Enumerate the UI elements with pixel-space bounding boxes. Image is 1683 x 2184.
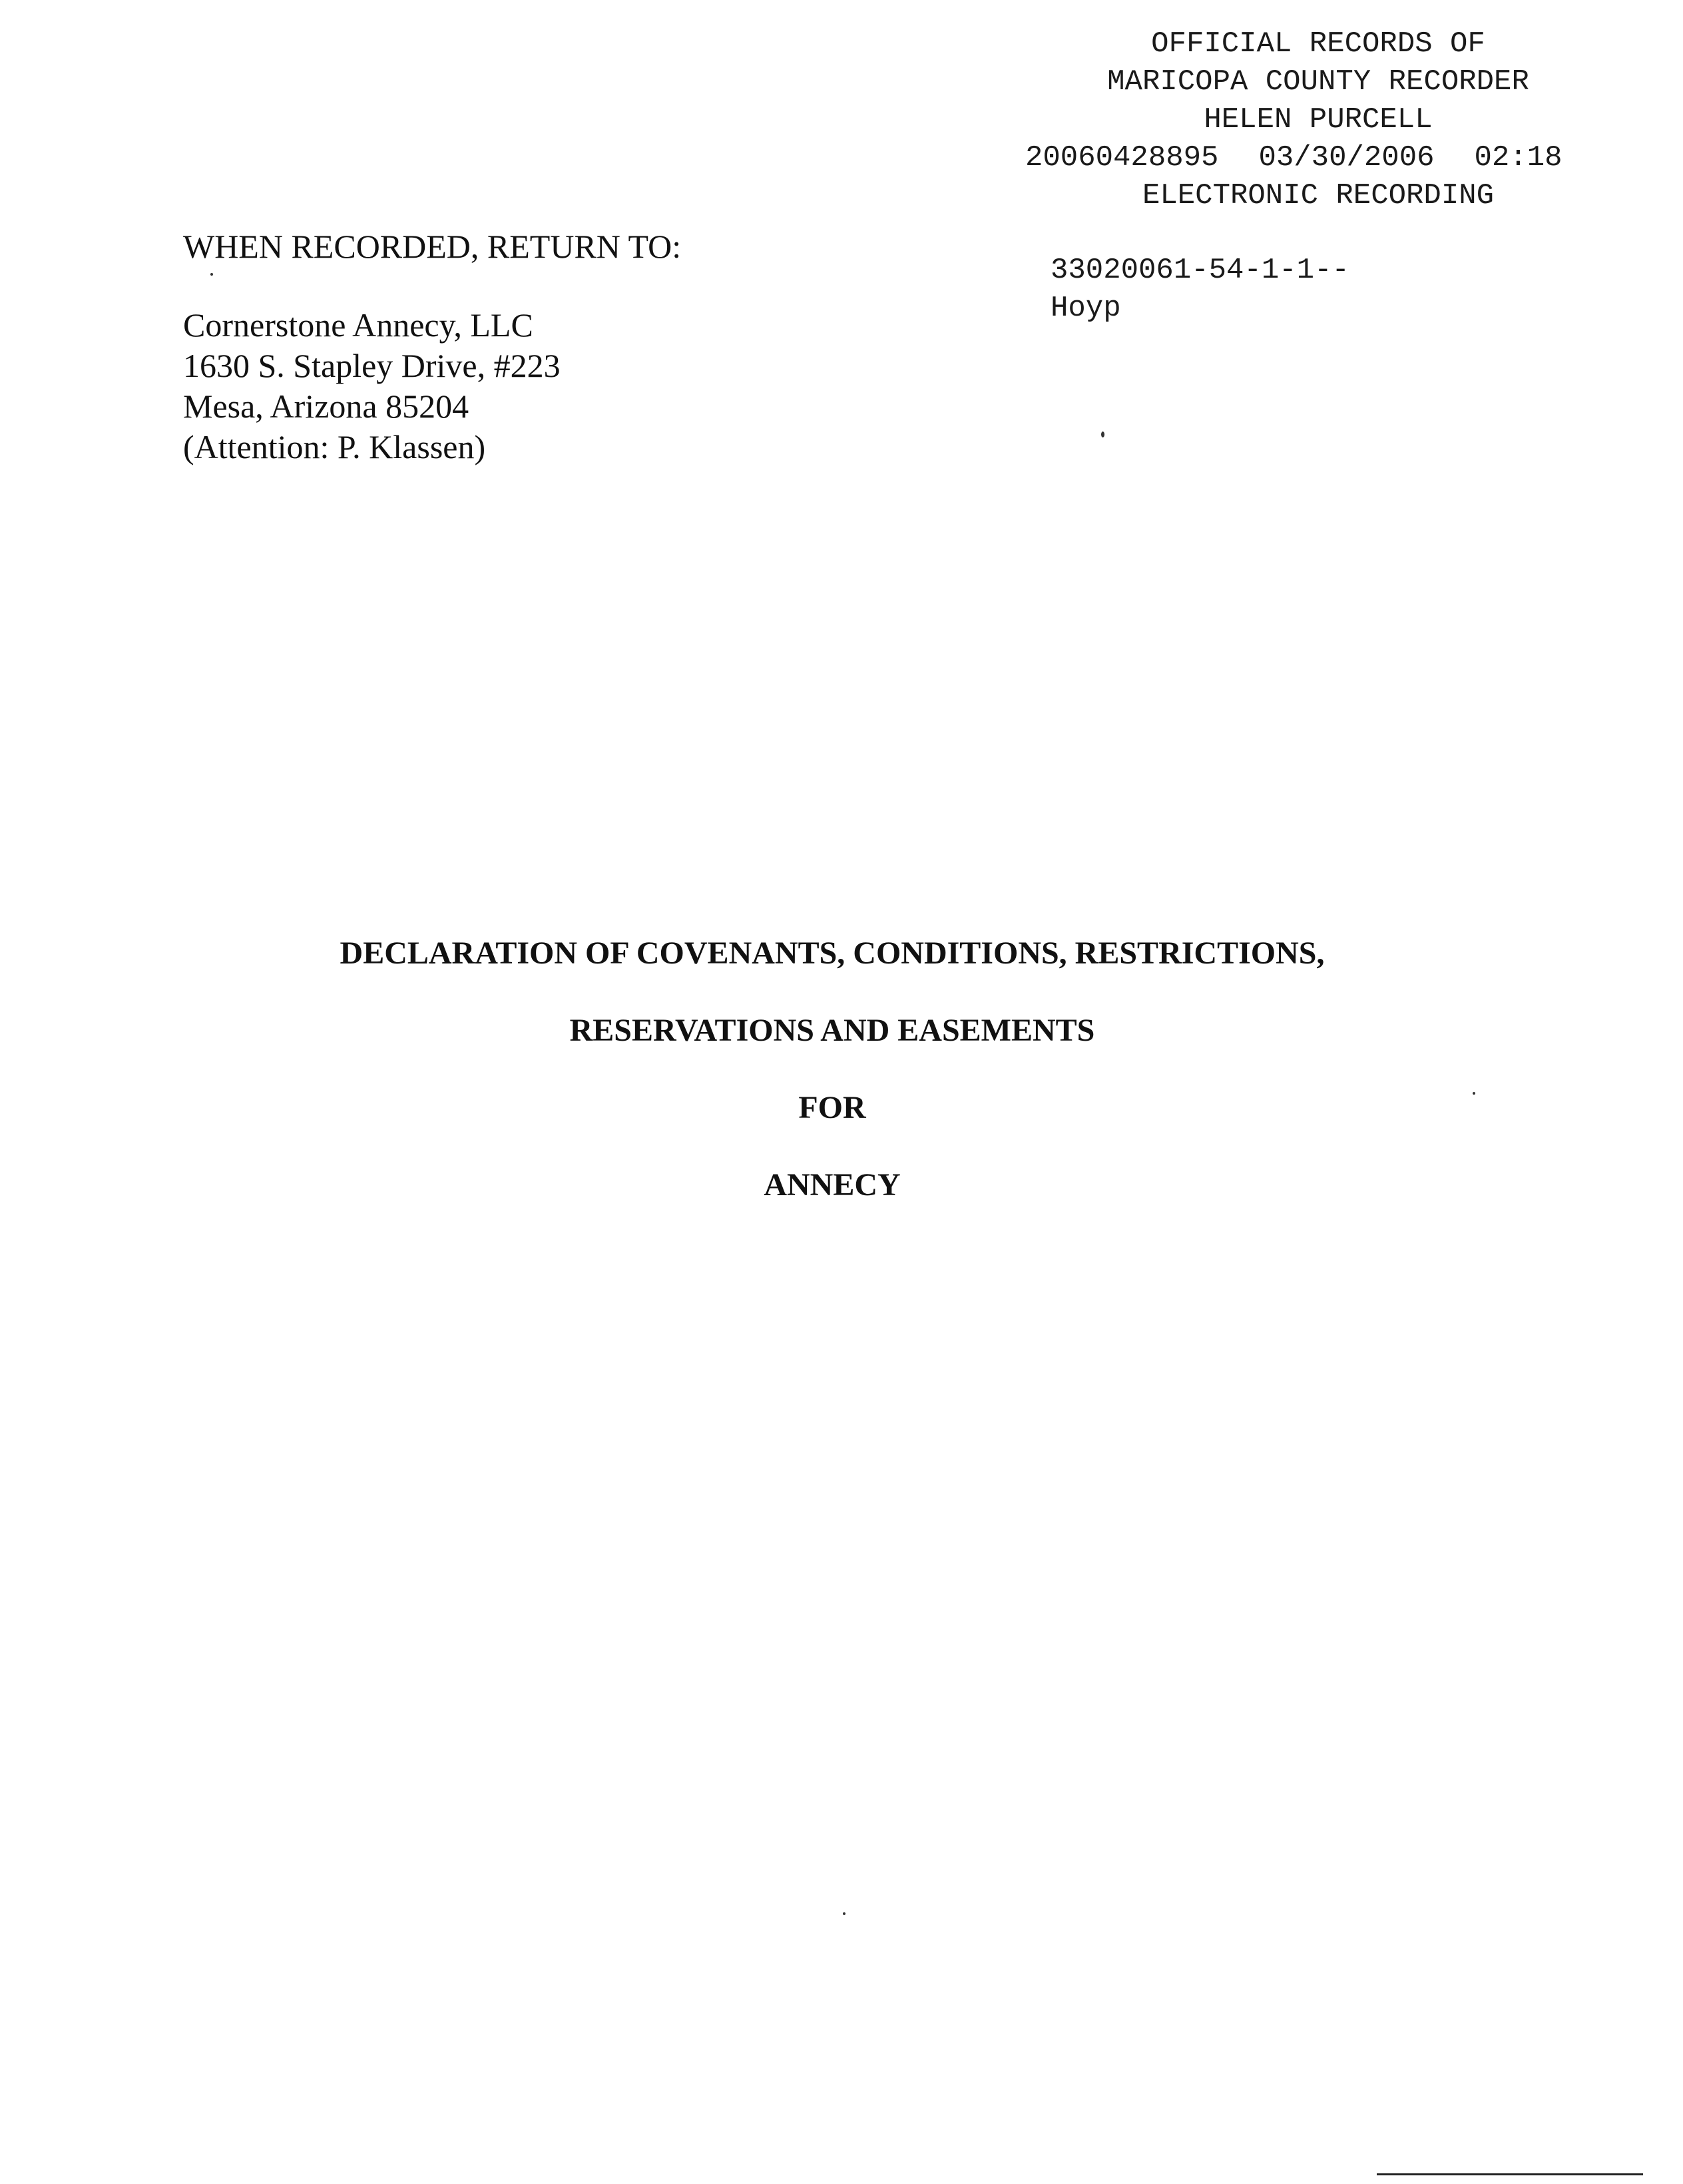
stamp-line-official-records: OFFICIAL RECORDS OF [1151, 27, 1485, 61]
stamp-line-county-recorder: MARICOPA COUNTY RECORDER [1107, 65, 1529, 99]
title-line-declaration: DECLARATION OF COVENANTS, CONDITIONS, RESTRICTIONS, [340, 936, 1325, 971]
return-city-state-zip: Mesa, Arizona 85204 [183, 388, 469, 425]
scan-speck [843, 1912, 845, 1915]
title-line-project-name: ANNECY [764, 1167, 901, 1203]
stamp-record-row [1025, 139, 1651, 177]
stamp-clerk-code: Hoyp [1051, 292, 1121, 325]
return-to-heading: WHEN RECORDED, RETURN TO: [183, 228, 682, 265]
stamp-record-number: 20060428895 [1025, 141, 1219, 174]
footer-rule [1377, 2173, 1643, 2175]
stamp-document-code: 33020061-54-1-1-- [1051, 254, 1349, 287]
stamp-line-electronic-recording: ELECTRONIC RECORDING [1142, 179, 1495, 212]
recorder-stamp [1025, 25, 1651, 215]
stamp-record-time: 02:18 [1474, 141, 1563, 174]
document-title [0, 934, 1664, 1242]
return-to-address [183, 305, 561, 467]
return-company: Cornerstone Annecy, LLC [183, 306, 533, 344]
return-attention: (Attention: P. Klassen) [183, 428, 486, 465]
stamp-record-date: 03/30/2006 [1258, 141, 1435, 174]
stamp-document-code-block [1051, 252, 1349, 328]
title-line-reservations: RESERVATIONS AND EASEMENTS [569, 1013, 1095, 1048]
return-street: 1630 S. Stapley Drive, #223 [183, 347, 561, 384]
scan-speck [1473, 1092, 1475, 1095]
title-line-for: FOR [798, 1090, 866, 1125]
scan-speck [1101, 431, 1104, 437]
stamp-line-recorder-name: HELEN PURCELL [1204, 103, 1433, 136]
scan-speck [210, 273, 213, 276]
